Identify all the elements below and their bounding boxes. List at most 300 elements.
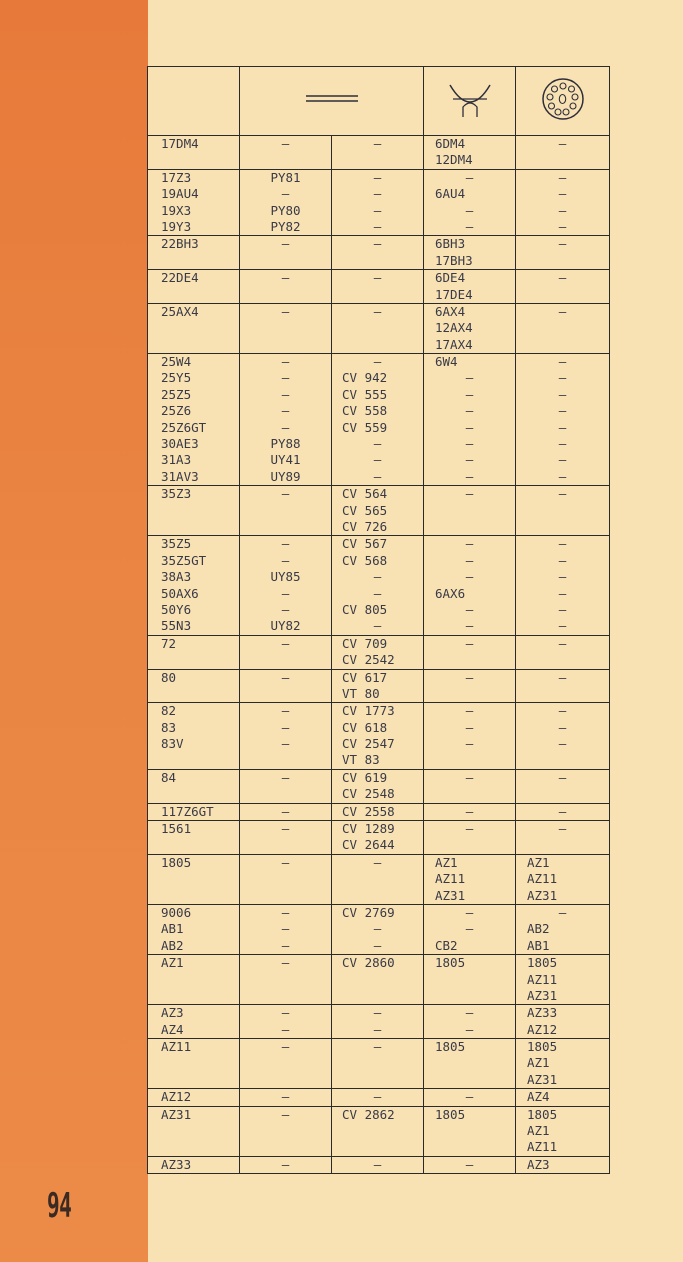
cell-line: – <box>558 169 567 185</box>
equivalent-cell <box>240 136 332 170</box>
table-row <box>148 669 610 703</box>
cell-line: AZ4 <box>527 1089 550 1105</box>
tube-type-cell <box>148 769 240 803</box>
header-type-cell <box>148 67 240 136</box>
cell-line: – <box>373 436 382 452</box>
cell-line: 31AV3 <box>161 468 199 484</box>
cell-line: – <box>281 536 290 552</box>
table-row <box>148 1005 610 1039</box>
similar-cell <box>424 703 516 770</box>
cell-line: 83 <box>161 719 177 735</box>
cell-line: 19AU4 <box>161 186 199 202</box>
cell-line: – <box>281 854 290 870</box>
similar-cell <box>424 821 516 855</box>
table-row <box>148 1156 610 1173</box>
cell-line: – <box>465 921 474 937</box>
cell-line: – <box>281 354 290 370</box>
cell-line: 31A3 <box>161 452 192 468</box>
cell-line: 117Z6GT <box>161 803 214 819</box>
equivalent-cell <box>240 703 332 770</box>
similar-cell <box>424 955 516 1005</box>
cell-line: 6DM4 <box>435 136 466 151</box>
cell-line: AZ11 <box>527 971 558 987</box>
cell-line: AZ1 <box>527 1055 550 1071</box>
tube-type-cell <box>148 1089 240 1106</box>
tube-type-cell <box>148 703 240 770</box>
tube-equivalents-table <box>147 66 610 1174</box>
cell-line: 22BH3 <box>161 236 199 252</box>
cell-line: 17DM4 <box>161 136 199 151</box>
cell-line: CV 567 <box>342 536 388 552</box>
cell-line: 80 <box>161 669 177 685</box>
equivalent-cell <box>240 1156 332 1173</box>
cell-line: CV 558 <box>342 403 388 419</box>
cell-line: – <box>465 202 474 218</box>
cell-line: 25AX4 <box>161 303 199 319</box>
cell-line: 50Y6 <box>161 601 192 617</box>
cell-line: – <box>465 769 474 785</box>
table-row <box>148 169 610 236</box>
table-row <box>148 955 610 1005</box>
equivalent-cell <box>240 1005 332 1039</box>
cv-equivalent-cell <box>332 136 424 170</box>
socket-equivalent-cell <box>516 955 610 1005</box>
cell-line: – <box>281 719 290 735</box>
cell-line: CV 1289 <box>342 821 395 837</box>
tube-type-cell <box>148 536 240 635</box>
tube-type-cell <box>148 955 240 1005</box>
table-row <box>148 635 610 669</box>
cv-equivalent-cell <box>332 635 424 669</box>
cell-line: – <box>373 1039 382 1055</box>
cell-line: – <box>465 370 474 386</box>
cell-line: 35Z5 <box>161 536 192 552</box>
cv-equivalent-cell <box>332 169 424 236</box>
cell-line: – <box>281 186 290 202</box>
cv-equivalent-cell <box>332 703 424 770</box>
cell-line: 6AX4 <box>435 303 466 319</box>
table-row <box>148 854 610 904</box>
cell-line: – <box>558 270 567 286</box>
tube-type-cell <box>148 669 240 703</box>
cell-line: AZ31 <box>527 887 558 903</box>
cell-line: 17DE4 <box>435 286 473 302</box>
similar-cell <box>424 669 516 703</box>
equivalent-cell <box>240 803 332 820</box>
cell-line: 17Z3 <box>161 169 192 185</box>
cell-line: CB2 <box>435 937 458 953</box>
cell-line: 6DE4 <box>435 270 466 286</box>
cell-line: – <box>558 486 567 502</box>
cell-line: 6BH3 <box>435 236 466 252</box>
similar-cell <box>424 854 516 904</box>
cell-line: CV 617 <box>342 669 388 685</box>
cell-line: PY82 <box>270 218 301 234</box>
cell-line: – <box>558 386 567 402</box>
cell-line: PY88 <box>270 436 301 452</box>
table-row <box>148 486 610 536</box>
cell-line: AZ1 <box>161 955 184 971</box>
similar-cell <box>424 169 516 236</box>
cell-line: – <box>558 769 567 785</box>
cell-line: – <box>558 236 567 252</box>
tube-type-cell <box>148 303 240 353</box>
cv-equivalent-cell <box>332 270 424 304</box>
cell-line: – <box>465 403 474 419</box>
cell-line: AZ31 <box>527 1071 558 1087</box>
equivalent-cell <box>240 169 332 236</box>
cell-line: CV 709 <box>342 635 388 651</box>
cell-line: – <box>558 136 567 151</box>
cell-line: – <box>465 386 474 402</box>
cell-line: – <box>558 736 567 752</box>
cell-line: AZ31 <box>161 1106 192 1122</box>
similar-cell <box>424 1005 516 1039</box>
cv-equivalent-cell <box>332 236 424 270</box>
cell-line: – <box>373 937 382 953</box>
cell-line: – <box>373 202 382 218</box>
cell-line: 1805 <box>527 1106 558 1122</box>
cell-line: 25Z5 <box>161 386 192 402</box>
cell-line: AZ31 <box>527 987 558 1003</box>
cell-line: – <box>465 601 474 617</box>
similar-cell <box>424 354 516 486</box>
orange-side-stripe <box>0 0 148 1262</box>
cell-line: – <box>558 803 567 819</box>
table-body <box>148 136 610 1174</box>
cell-line: 19X3 <box>161 202 192 218</box>
cell-line: – <box>373 186 382 202</box>
cell-line: – <box>281 635 290 651</box>
cell-line: PY80 <box>270 202 301 218</box>
cell-line: – <box>465 821 474 837</box>
header-tube-symbol-cell <box>424 67 516 136</box>
cell-line: CV 568 <box>342 552 388 568</box>
cell-line: UY41 <box>270 452 301 468</box>
cell-line: – <box>281 669 290 685</box>
cell-line: – <box>465 169 474 185</box>
cell-line: PY81 <box>270 169 301 185</box>
socket-equivalent-cell <box>516 904 610 954</box>
cv-equivalent-cell <box>332 486 424 536</box>
cell-line: – <box>281 552 290 568</box>
cell-line: 1561 <box>161 821 192 837</box>
cell-line: 25Y5 <box>161 370 192 386</box>
cell-line: AZ11 <box>161 1039 192 1055</box>
cell-line: AB2 <box>527 921 550 937</box>
cell-line: – <box>281 601 290 617</box>
cell-line: – <box>465 635 474 651</box>
cell-line: 22DE4 <box>161 270 199 286</box>
cell-line: CV 1773 <box>342 703 395 719</box>
similar-cell <box>424 1156 516 1173</box>
cv-equivalent-cell <box>332 821 424 855</box>
socket-equivalent-cell <box>516 854 610 904</box>
socket-equivalent-cell <box>516 536 610 635</box>
equivalent-cell <box>240 955 332 1005</box>
cell-line: AZ11 <box>435 871 466 887</box>
cell-line: – <box>558 403 567 419</box>
table-row <box>148 803 610 820</box>
cell-line: 1805 <box>435 1106 466 1122</box>
cell-line: – <box>465 419 474 435</box>
cell-line: AZ4 <box>161 1021 184 1037</box>
cell-line: 19Y3 <box>161 218 192 234</box>
table-row <box>148 1106 610 1156</box>
cell-line: – <box>558 585 567 601</box>
cell-line: CV 565 <box>342 502 388 518</box>
cell-line: AB1 <box>527 937 550 953</box>
cell-line: 12AX4 <box>435 320 473 336</box>
cv-equivalent-cell <box>332 803 424 820</box>
double-line-icon <box>302 89 362 109</box>
cell-line: – <box>281 1039 290 1055</box>
table-row <box>148 536 610 635</box>
cell-line: – <box>465 218 474 234</box>
cell-line: – <box>465 486 474 502</box>
equivalent-cell <box>240 303 332 353</box>
cell-line: – <box>373 618 382 634</box>
cell-line: – <box>558 552 567 568</box>
table-row <box>148 354 610 486</box>
similar-cell <box>424 270 516 304</box>
cell-line: CV 555 <box>342 386 388 402</box>
cell-line: – <box>373 921 382 937</box>
cell-line: – <box>465 552 474 568</box>
equivalent-cell <box>240 536 332 635</box>
equivalent-cell <box>240 236 332 270</box>
socket-equivalent-cell <box>516 236 610 270</box>
cell-line: – <box>281 803 290 819</box>
similar-cell <box>424 303 516 353</box>
table-row <box>148 136 610 170</box>
tube-type-cell <box>148 904 240 954</box>
table-row <box>148 821 610 855</box>
socket-equivalent-cell <box>516 1089 610 1106</box>
cell-line: CV 2548 <box>342 786 395 802</box>
cell-line: – <box>558 669 567 685</box>
table-row <box>148 703 610 770</box>
table-row <box>148 1089 610 1106</box>
cell-line: – <box>465 736 474 752</box>
socket-equivalent-cell <box>516 769 610 803</box>
similar-cell <box>424 904 516 954</box>
cell-line: – <box>373 569 382 585</box>
cell-line: 17AX4 <box>435 336 473 352</box>
noval-pin-socket-icon <box>540 76 586 122</box>
cell-line: CV 2547 <box>342 736 395 752</box>
table-row <box>148 270 610 304</box>
cell-line: – <box>281 1106 290 1122</box>
similar-cell <box>424 486 516 536</box>
cv-equivalent-cell <box>332 955 424 1005</box>
cell-line: – <box>281 236 290 252</box>
cell-line: – <box>465 904 474 920</box>
equivalent-cell <box>240 1106 332 1156</box>
equivalent-cell <box>240 669 332 703</box>
tube-type-cell <box>148 270 240 304</box>
cell-line: – <box>373 354 382 370</box>
cell-line: – <box>558 536 567 552</box>
cell-line: – <box>373 136 382 151</box>
equivalent-cell <box>240 635 332 669</box>
cell-line: – <box>373 1005 382 1021</box>
tube-type-cell <box>148 1005 240 1039</box>
cell-line: CV 2558 <box>342 803 395 819</box>
cell-line: – <box>465 803 474 819</box>
cell-line: 1805 <box>435 955 466 971</box>
cv-equivalent-cell <box>332 904 424 954</box>
cell-line: – <box>465 703 474 719</box>
cell-line: – <box>373 236 382 252</box>
cell-line: – <box>558 218 567 234</box>
tube-type-cell <box>148 236 240 270</box>
cell-line: AZ11 <box>527 871 558 887</box>
cell-line: – <box>373 270 382 286</box>
similar-cell <box>424 1039 516 1089</box>
cell-line: AZ3 <box>527 1156 550 1172</box>
socket-equivalent-cell <box>516 803 610 820</box>
cell-line: CV 2860 <box>342 955 395 971</box>
similar-cell <box>424 635 516 669</box>
cv-equivalent-cell <box>332 1089 424 1106</box>
cell-line: – <box>281 703 290 719</box>
equivalent-cell <box>240 1089 332 1106</box>
cell-line: – <box>465 1089 474 1105</box>
cell-line: – <box>281 1089 290 1105</box>
similar-cell <box>424 136 516 170</box>
socket-equivalent-cell <box>516 1005 610 1039</box>
cell-line: – <box>373 218 382 234</box>
cell-line: 25Z6GT <box>161 419 207 435</box>
cell-line: – <box>465 452 474 468</box>
equivalent-cell <box>240 769 332 803</box>
cell-line: – <box>558 303 567 319</box>
cell-line: – <box>373 854 382 870</box>
cell-line: 83V <box>161 736 184 752</box>
equivalent-cell <box>240 1039 332 1089</box>
cell-line: VT 80 <box>342 685 380 701</box>
cell-line: – <box>465 669 474 685</box>
cell-line: 84 <box>161 769 177 785</box>
cell-line: – <box>373 1089 382 1105</box>
cell-line: 35Z3 <box>161 486 192 502</box>
equivalent-cell <box>240 270 332 304</box>
cv-equivalent-cell <box>332 1005 424 1039</box>
tube-type-cell <box>148 854 240 904</box>
cell-line: CV 942 <box>342 370 388 386</box>
cell-line: – <box>465 1005 474 1021</box>
cell-line: – <box>373 303 382 319</box>
cv-equivalent-cell <box>332 669 424 703</box>
tube-type-cell <box>148 1106 240 1156</box>
cell-line: – <box>281 921 290 937</box>
cell-line: – <box>465 719 474 735</box>
cell-line: AZ1 <box>527 854 550 870</box>
cell-line: 82 <box>161 703 177 719</box>
cell-line: – <box>465 468 474 484</box>
cell-line: – <box>281 136 290 151</box>
cell-line: – <box>558 635 567 651</box>
cell-line: CV 2644 <box>342 837 395 853</box>
cell-line: CV 2862 <box>342 1106 395 1122</box>
cell-line: – <box>373 1156 382 1172</box>
cv-equivalent-cell <box>332 1156 424 1173</box>
cell-line: 38A3 <box>161 569 192 585</box>
cell-line: 55N3 <box>161 618 192 634</box>
equivalent-cell <box>240 854 332 904</box>
cell-line: – <box>558 436 567 452</box>
cell-line: – <box>558 601 567 617</box>
cv-equivalent-cell <box>332 354 424 486</box>
cv-equivalent-cell <box>332 1039 424 1089</box>
cell-line: AZ33 <box>527 1005 558 1021</box>
cell-line: – <box>281 1021 290 1037</box>
tube-type-cell <box>148 169 240 236</box>
cell-line: – <box>558 569 567 585</box>
cell-line: – <box>281 486 290 502</box>
cell-line: 6AX6 <box>435 585 466 601</box>
cell-line: – <box>558 821 567 837</box>
cell-line: – <box>558 452 567 468</box>
cell-line: – <box>465 536 474 552</box>
tube-type-cell <box>148 803 240 820</box>
socket-equivalent-cell <box>516 136 610 170</box>
cell-line: – <box>558 370 567 386</box>
equivalent-cell <box>240 821 332 855</box>
table-row <box>148 769 610 803</box>
cv-equivalent-cell <box>332 769 424 803</box>
tube-type-cell <box>148 821 240 855</box>
cell-line: – <box>465 436 474 452</box>
cell-line: CV 559 <box>342 419 388 435</box>
cell-line: 35Z5GT <box>161 552 207 568</box>
table-row <box>148 1039 610 1089</box>
cv-equivalent-cell <box>332 1106 424 1156</box>
similar-cell <box>424 769 516 803</box>
cell-line: UY85 <box>270 569 301 585</box>
cell-line: – <box>465 569 474 585</box>
cell-line: – <box>373 1021 382 1037</box>
tube-type-cell <box>148 136 240 170</box>
cv-equivalent-cell <box>332 536 424 635</box>
cell-line: – <box>558 202 567 218</box>
cell-line: – <box>558 468 567 484</box>
cell-line: – <box>281 403 290 419</box>
socket-equivalent-cell <box>516 303 610 353</box>
tube-type-cell <box>148 354 240 486</box>
cell-line: – <box>465 618 474 634</box>
equivalent-cell <box>240 486 332 536</box>
cell-line: 30AE3 <box>161 436 199 452</box>
cell-line: – <box>281 370 290 386</box>
cell-line: AZ3 <box>161 1005 184 1021</box>
cell-line: – <box>281 937 290 953</box>
cell-line: AZ33 <box>161 1156 192 1172</box>
cell-line: AZ12 <box>527 1021 558 1037</box>
cell-line: VT 83 <box>342 752 380 768</box>
cell-line: CV 564 <box>342 486 388 502</box>
cell-line: – <box>373 468 382 484</box>
socket-equivalent-cell <box>516 270 610 304</box>
cell-line: 25Z6 <box>161 403 192 419</box>
cell-line: AZ1 <box>527 1123 550 1139</box>
table-row <box>148 904 610 954</box>
cell-line: – <box>281 955 290 971</box>
socket-equivalent-cell <box>516 1156 610 1173</box>
socket-equivalent-cell <box>516 669 610 703</box>
cv-equivalent-cell <box>332 303 424 353</box>
